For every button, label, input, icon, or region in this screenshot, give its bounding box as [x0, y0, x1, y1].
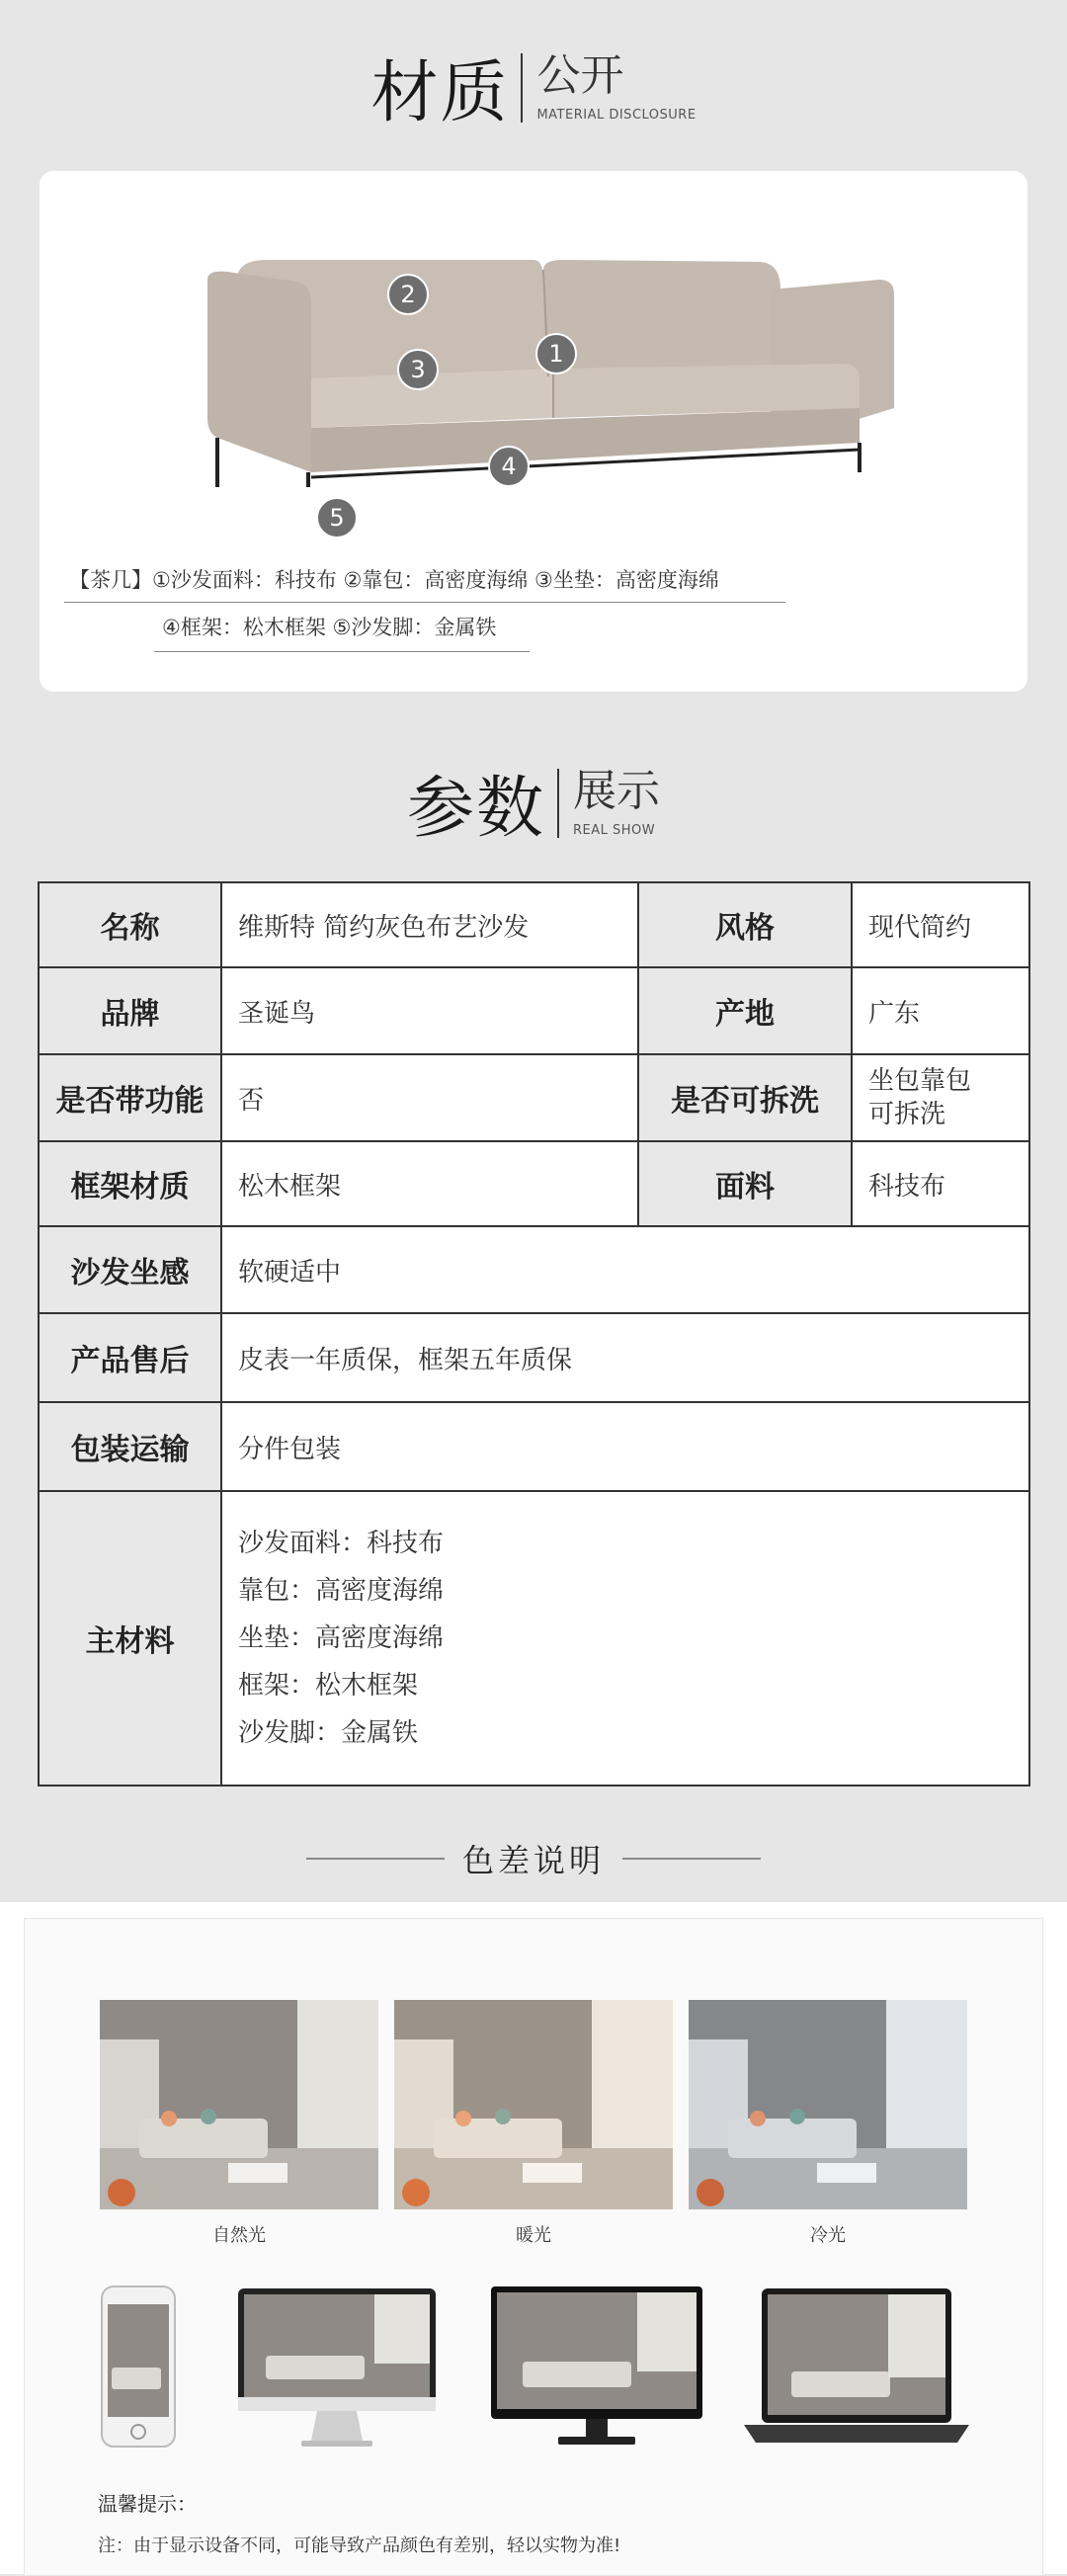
- table-row: [39, 1226, 1029, 1313]
- table-row: [39, 1054, 1029, 1141]
- material-subtitle: 公开: [536, 49, 624, 101]
- table-row: [39, 967, 1029, 1054]
- frame-label: 框架材质: [39, 1141, 221, 1226]
- color-diff-card: [24, 1918, 1043, 2576]
- function-value: 否: [221, 1054, 638, 1141]
- material-en-subtitle: MATERIAL DISCLOSURE: [536, 108, 697, 124]
- title-separator: [521, 53, 523, 123]
- shipping-value: 分件包装: [221, 1402, 1029, 1491]
- room-scene-cold: [689, 2000, 967, 2209]
- param-header: [0, 755, 1067, 851]
- washable-value: [852, 1054, 1029, 1141]
- light-label-natural: 自然光: [212, 2225, 266, 2246]
- style-label: 风格: [638, 882, 852, 967]
- feel-label: 沙发坐感: [39, 1226, 221, 1313]
- table-row: [39, 882, 1029, 967]
- function-label: 是否带功能: [39, 1054, 221, 1141]
- feel-value: 软硬适中: [221, 1226, 1029, 1313]
- material-legend-line1: 【茶几】①沙发面料：科技布 ②靠包：高密度海绵 ③坐垫：高密度海绵: [69, 568, 719, 592]
- marker-3: 3: [397, 349, 439, 390]
- fabric-value: 科技布: [852, 1141, 1029, 1226]
- material-title: 材质: [370, 54, 510, 132]
- style-value: 现代简约: [852, 882, 1029, 967]
- marker-1: 1: [535, 333, 577, 374]
- tip-title: 温馨提示：: [98, 2492, 197, 2516]
- light-label-cold: 冷光: [810, 2225, 846, 2246]
- param-table: [38, 881, 1030, 1787]
- marker-5: 5: [316, 497, 358, 539]
- table-row: [39, 1491, 1029, 1786]
- fabric-label: 面料: [638, 1141, 852, 1226]
- name-label: 名称: [39, 882, 221, 967]
- main-material-item: 框架：松木框架: [238, 1671, 419, 1701]
- origin-value: 广东: [852, 967, 1029, 1054]
- marker-4: 4: [488, 446, 530, 487]
- brand-value: 圣诞鸟: [221, 967, 638, 1054]
- room-scene-natural: [100, 2000, 378, 2209]
- laptop-device: [738, 2286, 975, 2451]
- material-header: [0, 40, 1067, 135]
- material-legend-line2: ④框架：松木框架 ⑤沙发脚：金属铁: [162, 616, 497, 639]
- aftersale-label: 产品售后: [39, 1313, 221, 1402]
- back-cushion-right: [543, 260, 780, 378]
- light-label-warm: 暖光: [516, 2225, 551, 2246]
- title-rule-right: [622, 1858, 761, 1860]
- washable-value-line1: 坐包靠包: [868, 1066, 972, 1096]
- main-material-label: 主材料: [39, 1491, 221, 1786]
- table-row: [39, 1141, 1029, 1226]
- washable-value-line2: 可拆洗: [868, 1100, 946, 1129]
- brand-label: 品牌: [39, 967, 221, 1054]
- washable-label: 是否可拆洗: [638, 1054, 852, 1141]
- title-rule-left: [306, 1858, 445, 1860]
- param-title: 参数: [406, 770, 545, 848]
- table-row: [39, 1313, 1029, 1402]
- material-card: [40, 171, 1027, 692]
- shipping-label: 包装运输: [39, 1402, 221, 1491]
- table-row: [39, 1402, 1029, 1491]
- room-photo-warm: [394, 2000, 673, 2209]
- title-separator: [557, 769, 559, 838]
- room-photo-natural: [100, 2000, 378, 2209]
- origin-label: 产地: [638, 967, 852, 1054]
- imac-device: [236, 2286, 438, 2451]
- room-photo-cold: [689, 2000, 967, 2209]
- frame-value: 松木框架: [221, 1141, 638, 1226]
- main-material-list: [221, 1491, 1029, 1786]
- param-subtitle: 展示: [573, 765, 660, 816]
- marker-2: 2: [387, 274, 429, 315]
- color-diff-header: [0, 1836, 1067, 1881]
- tip-note: 注：由于显示设备不同，可能导致产品颜色有差别，轻以实物为准!: [98, 2535, 621, 2556]
- room-scene-warm: [394, 2000, 673, 2209]
- phone-device: [100, 2285, 179, 2451]
- left-arm: [207, 272, 311, 472]
- main-material-item: 坐垫：高密度海绵: [238, 1623, 445, 1653]
- legend-underline-2: [154, 651, 530, 652]
- color-diff-section: [0, 1902, 1067, 2574]
- aftersale-value: 皮表一年质保，框架五年质保: [221, 1313, 1029, 1402]
- main-material-item: 沙发面料：科技布: [238, 1529, 445, 1558]
- desktop-monitor-device: [489, 2285, 704, 2451]
- legend-underline-1: [64, 602, 785, 603]
- name-value: 维斯特 简约灰色布艺沙发: [221, 882, 638, 967]
- color-diff-title: 色差说明: [461, 1842, 605, 1879]
- param-en-subtitle: REAL SHOW: [573, 823, 656, 839]
- main-material-item: 靠包：高密度海绵: [238, 1576, 445, 1606]
- main-material-item: 沙发脚：金属铁: [238, 1718, 419, 1748]
